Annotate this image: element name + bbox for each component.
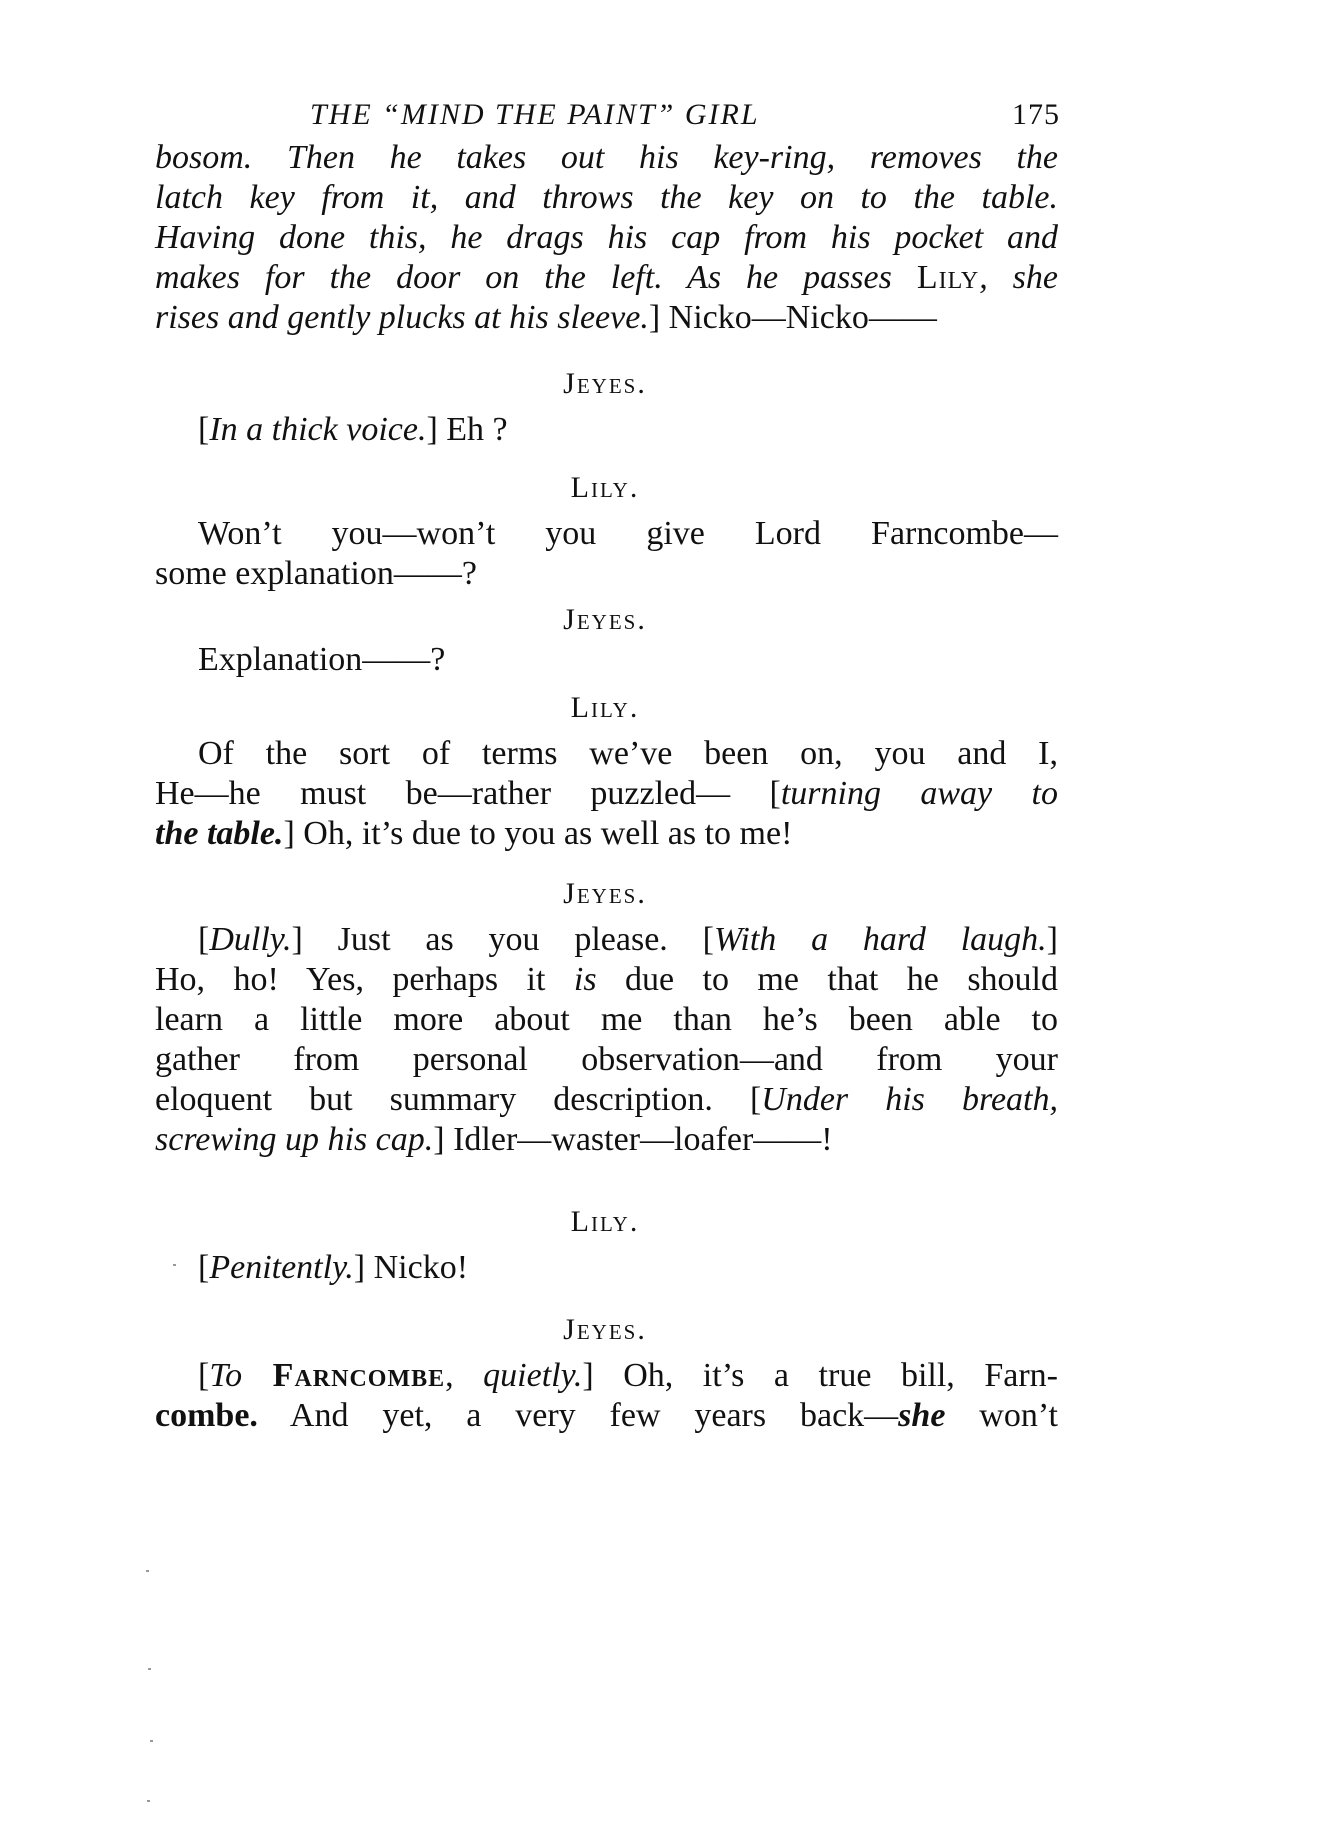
dialogue-line [155, 1396, 1058, 1436]
dialogue-line: some explanation——? [155, 555, 477, 592]
scan-speck [146, 1570, 149, 1572]
character-name: Farncombe [242, 1357, 446, 1394]
running-head [300, 98, 1060, 142]
text-run: ] Oh, it’s due to you as well as to me! [283, 815, 793, 852]
stage-direction-line: bosom. Then he takes out his key-ring, removes the [155, 139, 1058, 176]
dialogue-line [155, 1080, 1058, 1120]
text-run: screwing up his cap. [155, 1121, 434, 1158]
scan-speck [147, 1800, 150, 1802]
text-run: rises and gently plucks at his sleeve. [155, 299, 649, 336]
text-run: ] Oh, it’s a true bill, Farn- [582, 1357, 1059, 1394]
text-run: [ [198, 921, 210, 958]
speaker-name: Lily. [570, 691, 640, 724]
text-run: ] Just as you please. [ [291, 921, 714, 958]
page-number: 175 [1012, 98, 1060, 131]
dialogue-line: Explanation——? [198, 641, 446, 678]
dialogue-line [155, 814, 792, 854]
text-run: makes for the door on the left. As he passes [155, 259, 917, 296]
text-run: In a thick voice. [209, 411, 427, 448]
text-run: To [209, 1357, 243, 1394]
dialogue-line [155, 960, 1058, 1000]
text-run: due to me that he should [596, 961, 1059, 998]
text-run: won’t [945, 1397, 1058, 1434]
text-run: , [445, 1357, 484, 1394]
text-run: Ho, ho! Yes, perhaps it [155, 961, 574, 998]
text-run: is [573, 961, 597, 998]
dialogue-line [198, 1248, 468, 1288]
text-run: Under his breath, [761, 1081, 1058, 1118]
text-run: [ [198, 411, 210, 448]
text-run: combe. [155, 1397, 258, 1434]
dialogue-line [198, 920, 1058, 960]
text-run: eloquent but summary description. [ [155, 1081, 762, 1118]
stage-direction-line [155, 258, 1058, 298]
stage-direction-line: Having done this, he drags his cap from his pocket and [155, 219, 1058, 256]
running-title: THE “MIND THE PAINT” GIRL [310, 98, 760, 131]
stage-direction-line: latch key from it, and throws the key on to the table. [155, 179, 1058, 216]
speaker-name: Lily. [570, 471, 640, 504]
speaker-name: Jeyes. [563, 367, 647, 400]
dialogue-line: Won’t you—won’t you give Lord Farncombe— [198, 515, 1058, 552]
text-run: Dully. [209, 921, 292, 958]
text-run: ] Nicko! [353, 1249, 469, 1286]
text-run: turning away to [780, 775, 1058, 812]
character-name: Lily [916, 259, 980, 296]
text-run: , she [979, 259, 1058, 296]
text-run: ] Eh ? [426, 411, 508, 448]
text-run: With a hard laugh. [713, 921, 1047, 958]
text-run: [ [198, 1249, 210, 1286]
text-run: Penitently. [209, 1249, 354, 1286]
dialogue-line: Of the sort of terms we’ve been on, you and I, [198, 735, 1058, 772]
text-run: ] [1046, 921, 1058, 958]
dialogue-line: gather from personal observation—and from your [155, 1041, 1058, 1078]
scan-speck [148, 1668, 151, 1670]
speaker-name: Jeyes. [563, 603, 647, 636]
dialogue-line [155, 774, 1058, 814]
speaker-name: Jeyes. [563, 1313, 647, 1346]
dialogue-line: learn a little more about me than he’s been able to [155, 1001, 1058, 1038]
dialogue-line [155, 1120, 833, 1160]
text-run: He—he must be—rather puzzled— [ [155, 775, 781, 812]
scan-speck [173, 1264, 176, 1266]
text-run: she [898, 1397, 946, 1434]
speaker-name: Lily. [570, 1205, 640, 1238]
text-run: [ [198, 1357, 210, 1394]
scan-speck [150, 1740, 153, 1742]
speaker-name: Jeyes. [563, 877, 647, 910]
text-run: quietly. [483, 1357, 583, 1394]
dialogue-line [198, 1356, 1058, 1396]
dialogue-line [198, 410, 508, 450]
text-run: And yet, a very few years back— [257, 1397, 899, 1434]
stage-direction-line [155, 298, 937, 338]
text-run: the table. [155, 815, 284, 852]
text-run: ] Nicko—Nicko—— [648, 299, 937, 336]
text-run: ] Idler—waster—loafer——! [433, 1121, 833, 1158]
